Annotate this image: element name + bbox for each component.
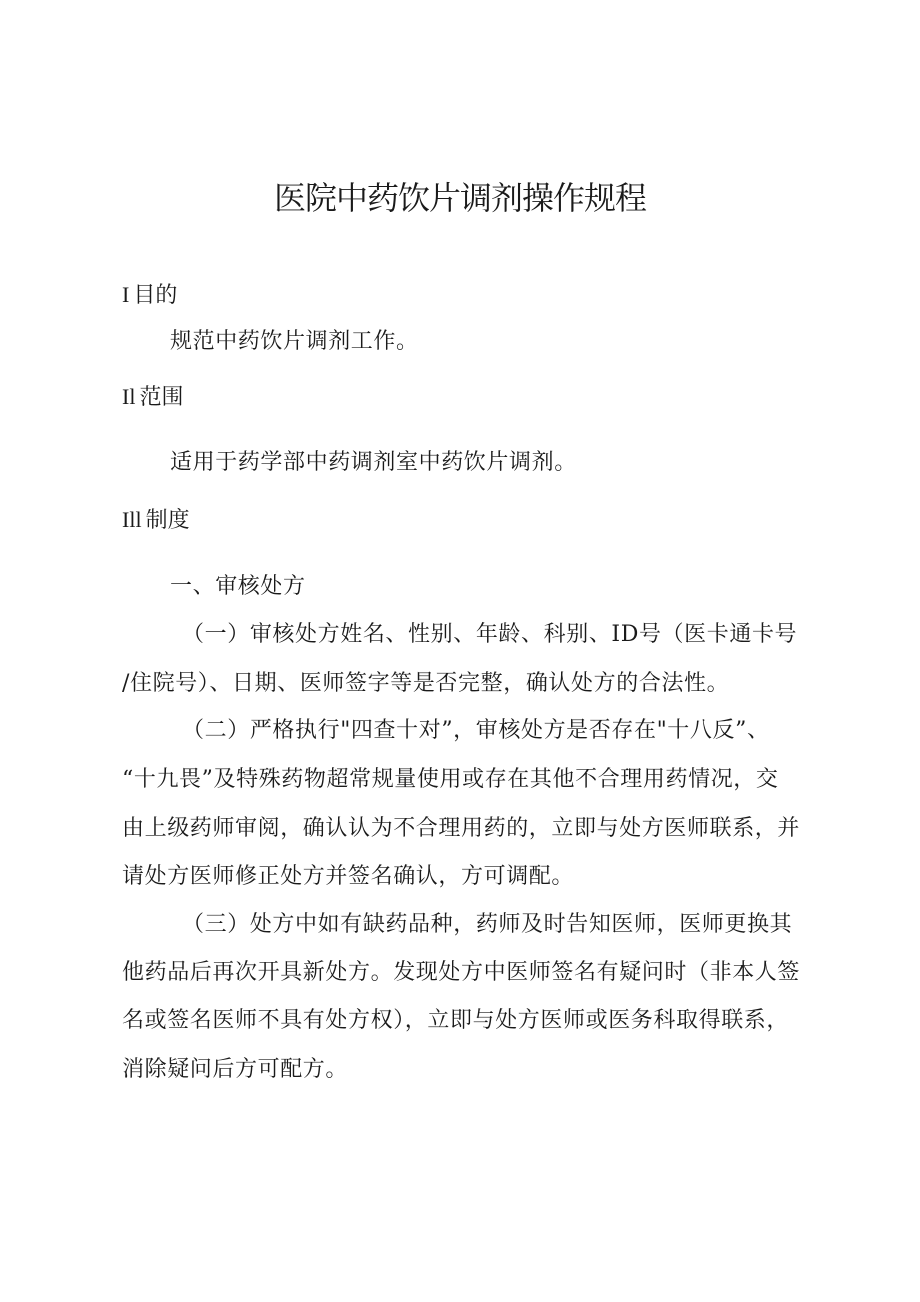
document-title: 医院中药饮片调剂操作规程	[273, 179, 646, 217]
item-text: 审核处方姓名、性别、年龄、科别、ID号（医卡通卡号	[249, 622, 798, 647]
item-2-line-4: 请处方医师修正处方并签名确认，方可调配。	[122, 864, 575, 889]
item-3-line-2: 他药品后再次开具新处方。发现处方中医师签名有疑问时（非本人签	[122, 960, 801, 985]
section-title: 制度	[145, 508, 190, 533]
section-number: Ill	[122, 507, 142, 532]
section-number: Il	[122, 384, 136, 409]
section-body-purpose: 规范中药饮片调剂工作。	[170, 329, 419, 354]
section-title: 目的	[133, 283, 178, 308]
item-label: （一）	[182, 622, 250, 647]
item-label: （二）	[182, 718, 250, 743]
subsection-heading: 一、审核处方	[170, 574, 306, 599]
item-text: 处方中如有缺药品种，药师及时告知医师，医师更换其	[249, 912, 793, 937]
item-3-line-3: 名或签名医师不具有处方权），立即与处方医师或医务科取得联系，	[122, 1008, 790, 1033]
section-heading-policy	[122, 505, 190, 536]
item-3-line-4: 消除疑问后方可配方。	[122, 1057, 349, 1082]
section-heading-scope	[122, 382, 183, 413]
item-1-line-1	[182, 620, 797, 650]
item-2-line-2: “十九畏”及特殊药物超常规量使用或存在其他不合理用药情况，交	[122, 767, 779, 792]
section-number: I	[122, 282, 130, 307]
section-heading-purpose	[122, 280, 177, 311]
item-label: （三）	[182, 912, 250, 937]
item-2-line-1	[182, 716, 770, 746]
item-1-line-2: /住院号）、日期、医师签字等是否完整，确认处方的合法性。	[122, 671, 730, 696]
section-title: 范围	[139, 385, 184, 410]
section-body-scope: 适用于药学部中药调剂室中药饮片调剂。	[170, 450, 577, 475]
item-2-line-3: 由上级药师审阅，确认认为不合理用药的，立即与处方医师联系，并	[122, 816, 801, 841]
item-text: 严格执行"四查十对”，审核处方是否存在"十八反”、	[249, 718, 770, 743]
item-3-line-1	[182, 910, 792, 940]
